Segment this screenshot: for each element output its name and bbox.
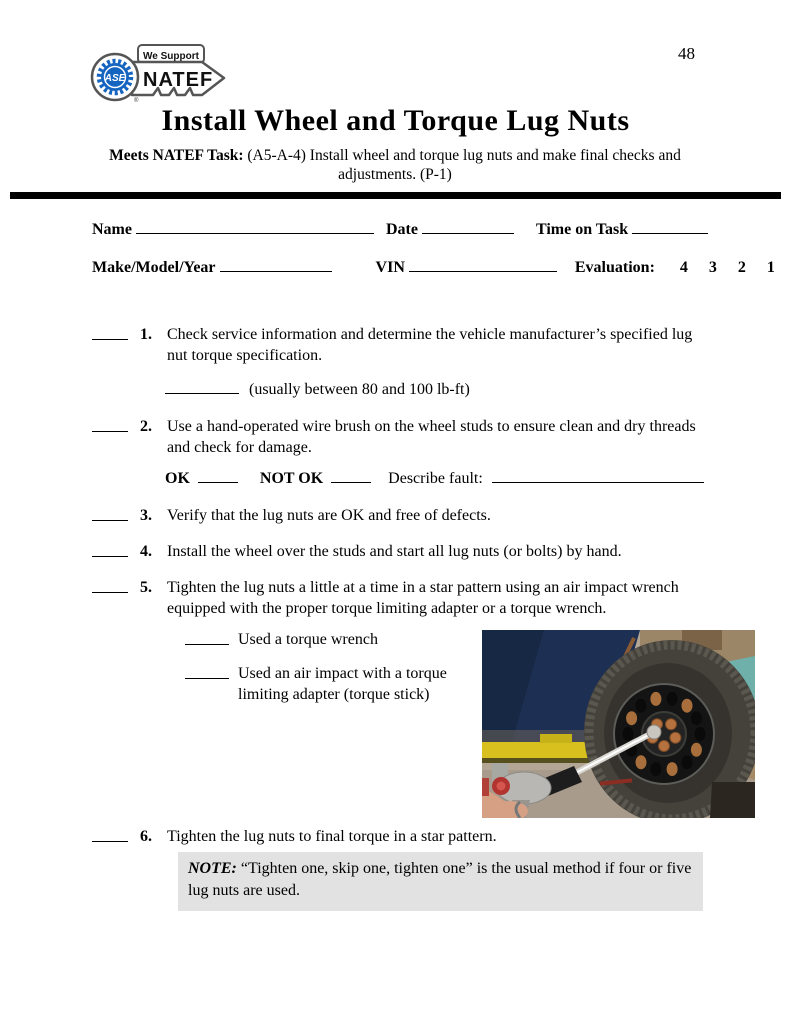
meets-label: Meets NATEF Task:	[109, 147, 244, 164]
meets-line2: adjustments. (P-1)	[338, 166, 452, 183]
describe-fault-blank	[492, 468, 704, 483]
we-support-text: We Support	[143, 51, 199, 62]
torque-spec-hint: (usually between 80 and 100 lb-ft)	[249, 381, 470, 398]
task-2-check-blank	[92, 416, 128, 432]
make-model-year-label: Make/Model/Year	[92, 259, 216, 276]
task-1-spec-line	[165, 379, 470, 400]
evaluation-1: 1	[766, 259, 775, 276]
evaluation-label: Evaluation:	[574, 259, 655, 276]
note-box	[178, 852, 703, 911]
ase-text: ASE	[104, 73, 126, 84]
task-1-check-blank	[92, 324, 128, 340]
task-item-2	[92, 416, 714, 458]
torque-spec-blank	[165, 379, 239, 394]
task-item-5	[92, 577, 714, 619]
task-item-1	[92, 324, 714, 366]
task-3-number: 3.	[140, 507, 152, 524]
divider-rule	[10, 192, 781, 199]
natef-text: NATEF	[143, 69, 214, 91]
ok-label: OK	[165, 470, 190, 487]
task-2-number: 2.	[140, 418, 152, 435]
vin-label: VIN	[375, 259, 405, 276]
task-item-3	[92, 505, 714, 526]
torque-wrench-option-text: Used a torque wrench	[238, 631, 378, 648]
date-label: Date	[385, 221, 418, 238]
torque-wrench-blank	[185, 629, 229, 645]
time-on-task-blank	[632, 219, 708, 234]
task-5-text: Tighten the lug nuts a little at a time in a star pattern using an air impact wrench equipped with the proper torque limiting adapter or a torque wrench.	[167, 579, 679, 617]
make-model-year-blank	[220, 257, 332, 272]
not-ok-blank	[331, 468, 371, 483]
natef-ase-logo	[88, 40, 234, 106]
task-5-option-2	[185, 663, 463, 705]
note-text: “Tighten one, skip one, tighten one” is the usual method if four or five lug nuts are used.	[188, 860, 692, 899]
task-1-number: 1.	[140, 326, 152, 343]
task-6-check-blank	[92, 826, 128, 842]
task-5-check-blank	[92, 577, 128, 593]
time-on-task-label: Time on Task	[535, 221, 629, 238]
vin-blank	[409, 257, 557, 272]
task-item-4	[92, 541, 714, 562]
describe-fault-label: Describe fault:	[388, 470, 483, 487]
note-label: NOTE:	[188, 860, 237, 877]
task-photo	[482, 630, 755, 818]
task-4-check-blank	[92, 541, 128, 557]
task-5-number: 5.	[140, 579, 152, 596]
date-blank	[422, 219, 514, 234]
evaluation-3: 3	[708, 259, 717, 276]
task-5-option-1	[185, 629, 378, 650]
socket	[647, 725, 661, 739]
air-impact-option-text: Used an air impact with a torque limiting adapter (torque stick)	[238, 665, 447, 703]
form-row-vehicle	[92, 257, 775, 277]
evaluation-4: 4	[679, 259, 688, 276]
task-3-check-blank	[92, 505, 128, 521]
name-label: Name	[92, 221, 132, 238]
task-2-text: Use a hand-operated wire brush on the wheel studs to ensure clean and dry threads and check for damage.	[167, 418, 696, 456]
ok-blank	[198, 468, 238, 483]
shadow-bottom-right	[710, 782, 755, 818]
evaluation-2: 2	[737, 259, 746, 276]
task-item-6	[92, 826, 714, 847]
svg-text:®: ®	[134, 98, 139, 104]
task-4-text: Install the wheel over the studs and start all lug nuts (or bolts) by hand.	[167, 543, 622, 560]
name-blank	[136, 219, 374, 234]
air-impact-blank	[185, 663, 229, 679]
task-2-ok-line	[165, 468, 704, 489]
task-4-number: 4.	[140, 543, 152, 560]
meets-natef-task	[95, 146, 695, 184]
not-ok-label: NOT OK	[259, 470, 324, 487]
form-row-identity	[92, 219, 732, 239]
meets-line1: (A5-A-4) Install wheel and torque lug nuts and make final checks and	[247, 147, 681, 164]
task-1-text: Check service information and determine the vehicle manufacturer’s specified lug nut torque specification.	[167, 326, 693, 364]
evaluation-scale	[659, 259, 775, 276]
task-3-text: Verify that the lug nuts are OK and free of defects.	[167, 507, 491, 524]
task-6-number: 6.	[140, 828, 152, 845]
task-6-text: Tighten the lug nuts to final torque in a star pattern.	[167, 828, 497, 845]
page-title: Install Wheel and Torque Lug Nuts	[161, 104, 630, 137]
page-number: 48	[678, 44, 695, 63]
